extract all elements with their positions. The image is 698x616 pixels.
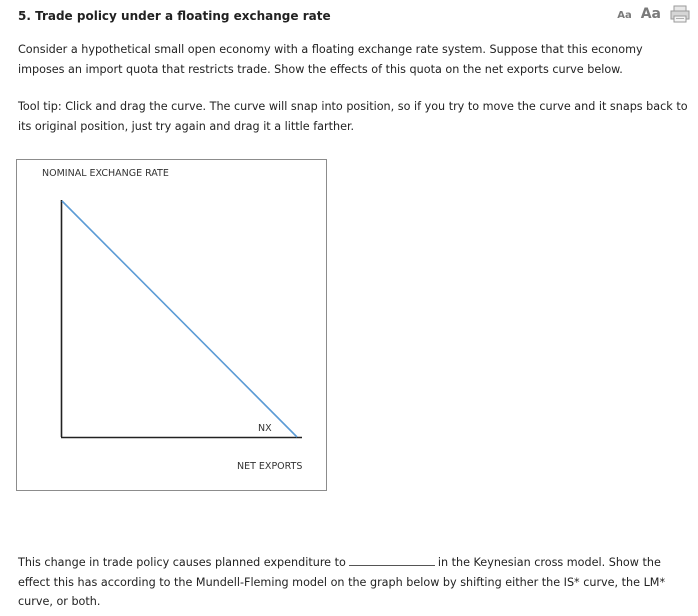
net-exports-graph	[16, 159, 327, 491]
text-size-tools	[617, 5, 690, 23]
followup-paragraph	[18, 553, 688, 612]
nx-curve-drag-handle[interactable]	[62, 201, 297, 437]
intro-paragraph: Consider a hypothetical small open economy with a floating exchange rate system. Suppose that this economy imposes an import quota that restricts trade. Show the effects of this quota on the net exports curve below.	[18, 43, 643, 76]
x-axis-label: NET EXPORTS	[237, 461, 303, 472]
question-title: 5. Trade policy under a floating exchange rate	[18, 9, 331, 23]
tooltip-paragraph: Tool tip: Click and drag the curve. The curve will snap into position, so if you try to move the curve and it snaps back to its original position, just try again and drag it a little farther.	[18, 100, 688, 133]
followup-text-before: This change in trade policy causes planned expenditure to	[18, 556, 346, 569]
followup-text-after: in the Keynesian cross model. Show the effect this has according to the Mundell-Fleming model on the graph below by shifting either the IS* curve, the LM* curve, or both.	[18, 556, 666, 608]
nx-curve-label: NX	[258, 423, 272, 434]
text-size-large-button[interactable]: Aa	[640, 6, 661, 22]
planned-expenditure-dropdown[interactable]	[349, 553, 435, 566]
printer-icon[interactable]	[670, 5, 690, 23]
text-size-small-button[interactable]: Aa	[617, 10, 632, 21]
y-axis-label: NOMINAL EXCHANGE RATE	[42, 168, 169, 179]
